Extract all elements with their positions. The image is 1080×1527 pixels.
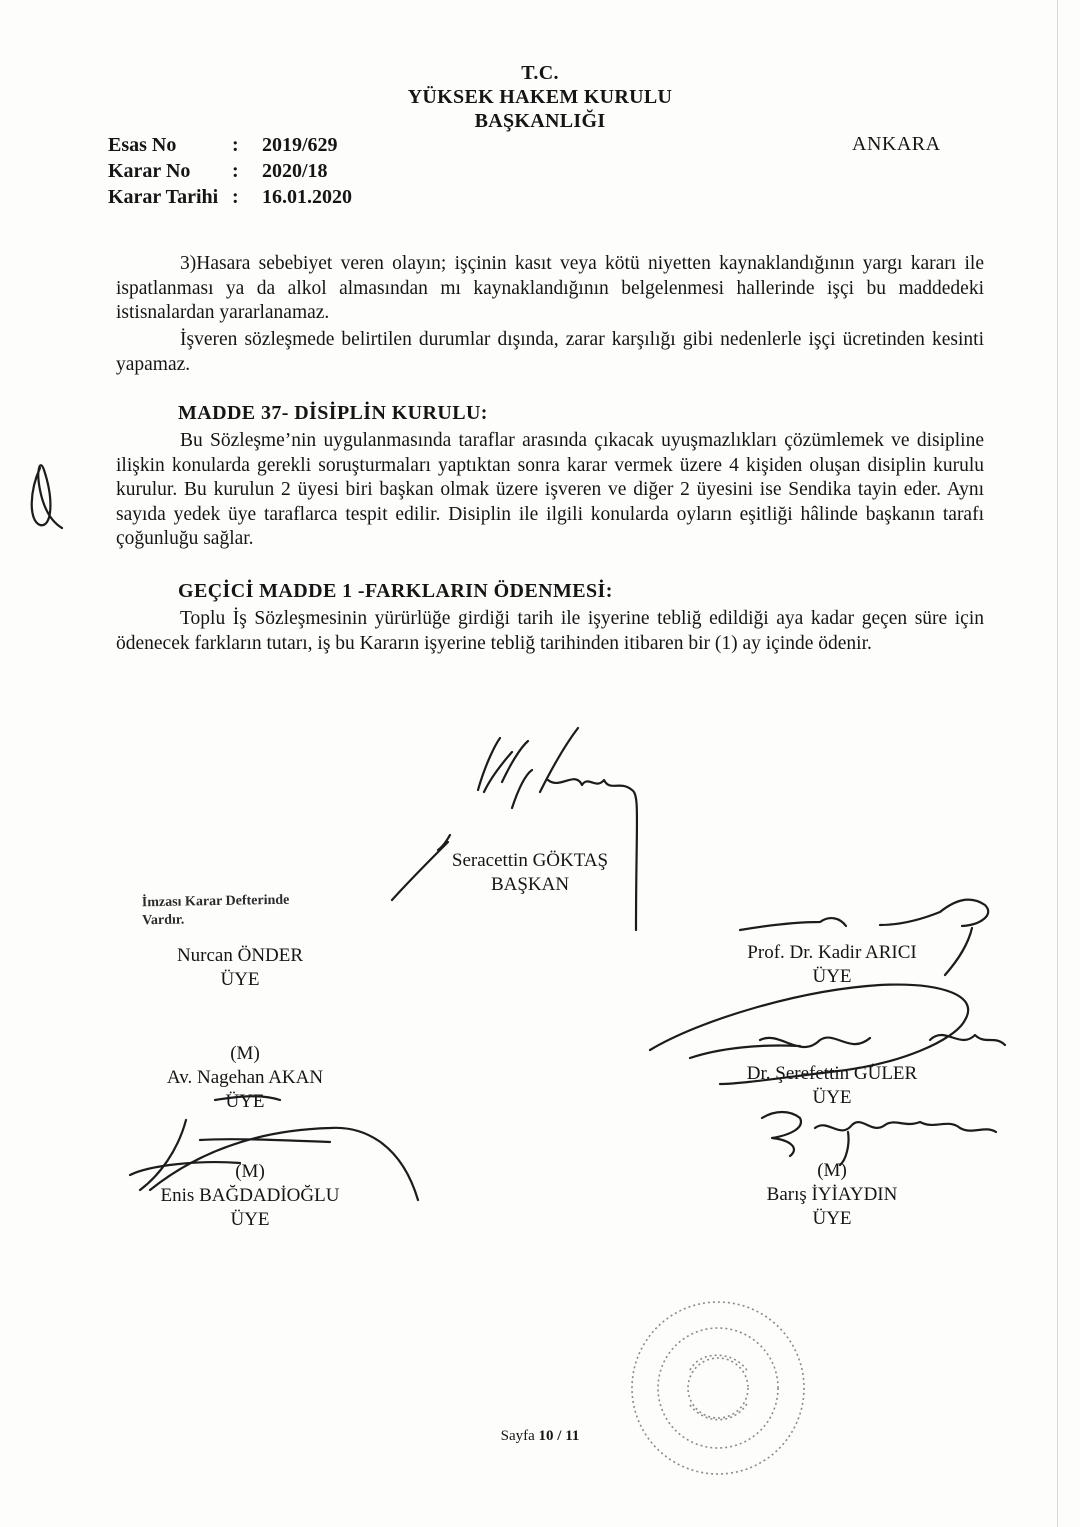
signatory-title: ÜYE [812,1087,852,1108]
decision-date-row [108,184,352,210]
signatory-name: Seracettin GÖKTAŞ [451,850,609,871]
signatory-member-6 [722,1159,942,1231]
signatory-title: ÜYE [220,969,260,990]
page-current: 10 [538,1428,554,1444]
signatory-title: BAŞKAN [490,874,570,895]
section-title-article-37: MADDE 37- DİSİPLİN KURULU: [178,402,488,424]
signatory-name: Av. Nagehan AKAN [166,1067,324,1088]
margin-initial-mark [32,465,62,528]
signatory-title: ÜYE [812,966,852,987]
signatory-name: Dr. Şerefettin GÜLER [746,1063,918,1084]
signatory-member-5 [150,1160,350,1232]
paragraph-deduction: İşveren sözleşmede belirtilen durumlar dışında, zarar karşılığı gibi nedenlerle işçi ücretinden kesinti yapamaz. [116,329,984,375]
page-footer [0,1428,1080,1445]
page-separator: / [553,1428,566,1444]
paragraph-item-3: 3)Hasara sebebiyet veren olayın; işçinin kasıt veya kötü niyetten kaynaklandığının yargı kararı ile ispatlanması ya da alkol almasından mı kaynaklandığının belgelenmesi hallerinde işçi bu maddedeki istisnalardan yararlanamaz. [116,253,984,323]
signatory-title: ÜYE [812,1208,852,1229]
page-label: Sayfa [500,1428,539,1444]
page-total: 11 [565,1428,580,1444]
stamp-note-line: İmzası Karar Defterinde [141,892,290,911]
header-tc: T.C. [521,62,559,84]
signatory-name: Enis BAĞDADİOĞLU [160,1185,340,1206]
meta-value: 2019/629 [262,134,338,156]
signatory-name: Prof. Dr. Kadir ARICI [747,942,917,963]
scan-edge [1057,0,1058,1527]
signatory-title: ÜYE [230,1209,270,1230]
signatory-name: Nurcan ÖNDER [176,945,304,966]
meta-label: Karar No [108,160,191,182]
section-title-temporary-article: GEÇİCİ MADDE 1 -FARKLARIN ÖDENMESİ: [178,580,613,602]
decision-number-row [108,158,352,184]
signatory-member-2 [722,941,942,989]
signatory-mark: (M) [230,1043,260,1064]
meta-value: 16.01.2020 [262,186,352,208]
signatory-member-1 [150,944,330,992]
city-label: ANKARA [852,133,941,155]
case-number-row [108,132,352,158]
stamp-note [142,892,290,931]
chair-signature [478,728,637,930]
official-seal [632,1302,804,1474]
header-institution: YÜKSEK HAKEM KURULU [407,86,673,108]
member-6-signature [762,1112,996,1165]
signatory-name: Barış İYİAYDIN [766,1184,898,1205]
signatory-mark: (M) [817,1160,847,1181]
paragraph-article-37: Bu Sözleşme’nin uygulanmasında taraflar arasında çıkacak uyuşmazlıkları çözümlemek ve disipline ilişkin konularda gerekli soruşturmaları yaptıktan sonra karar vermek üzere 4 kişiden oluşan disiplin kurulu kurulur. Bu kurulun 2 üyesi biri başkan olmak üzere işveren ve diğer 2 üyesini ise Sendika tayin eder. Aynı sayıda yedek üye taraflarca tespit edilir. Disiplin ile ilgili konularda oyların eşitliği hâlinde başkanın tarafı çoğunluğu sağlar. [116,430,984,549]
signatory-member-3 [145,1042,345,1114]
meta-label: Karar Tarihi [108,186,219,208]
meta-value: 2020/18 [262,160,328,182]
header-presidency: BAŞKANLIĞI [474,110,606,132]
signatory-title: ÜYE [225,1091,265,1112]
signatory-mark: (M) [235,1161,265,1182]
signatory-member-4 [722,1062,942,1110]
meta-label: Esas No [108,134,177,156]
meta-colon: : [232,160,239,182]
signatory-chair [440,849,620,897]
meta-colon: : [232,134,239,156]
stamp-note-line: Vardır. [142,912,185,929]
case-metadata [108,132,352,210]
paragraph-temporary-article: Toplu İş Sözleşmesinin yürürlüğe girdiği tarih ile işyerine tebliğ edildiği aya kadar geçen süre için ödenecek farkların tutarı, iş bu Kararın işyerine tebliğ tarihinden itibaren bir (1) ay içinde ödenir. [116,608,984,654]
meta-colon: : [232,186,239,208]
